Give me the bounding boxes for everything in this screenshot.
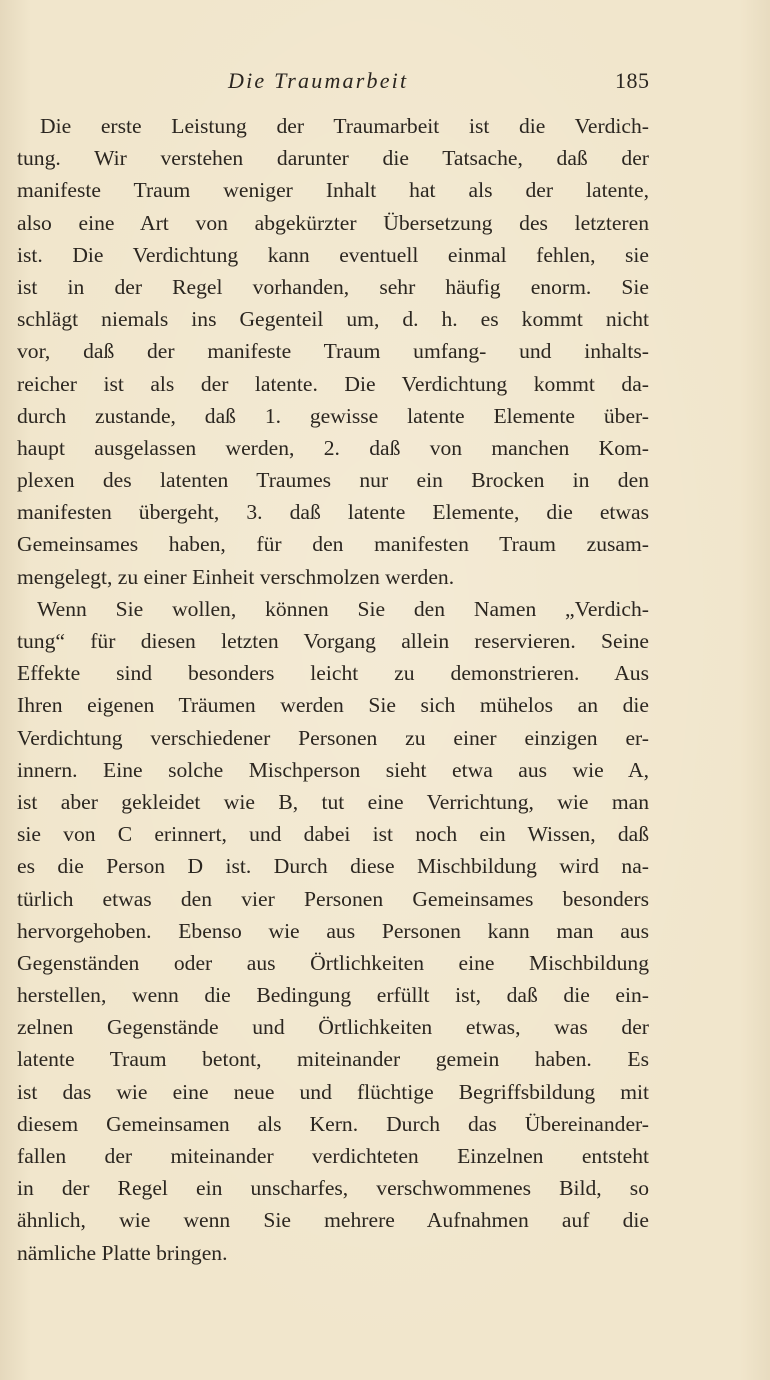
text-line: schlägt niemals ins Gegenteil um, d. h. es kommt nicht [17,307,649,332]
text-line: Ihren eigenen Träumen werden Sie sich mühelos an die [17,693,649,718]
text-line: also eine Art von abgekürzter Übersetzung des letzteren [17,210,649,235]
body-text [17,110,649,1269]
text-line: haupt ausgelassen werden, 2. daß von manchen Kom- [17,435,649,460]
text-line: plexen des latenten Traumes nur ein Brocken in den [17,468,649,493]
text-line: Gemeinsames haben, für den manifesten Traum zusam- [17,532,649,557]
text-line: sie von C erinnert, und dabei ist noch ein Wissen, daß [17,822,649,847]
text-line: fallen der miteinander verdichteten Einzelnen entsteht [17,1144,649,1168]
text-line: Verdichtung verschiedener Personen zu einer einzigen er- [17,725,649,750]
text-line: ist in der Regel vorhanden, sehr häufig enorm. Sie [17,274,649,299]
text-line: manifeste Traum weniger Inhalt hat als der latente, [17,178,649,203]
text-line: ist. Die Verdichtung kann eventuell einmal fehlen, sie [17,242,649,267]
text-line: in der Regel ein unscharfes, verschwommenes Bild, so [17,1176,649,1201]
text-line: hervorgehoben. Ebenso wie aus Personen kann man aus [17,918,649,943]
text-line: vor, daß der manifeste Traum umfang- und inhalts- [17,339,649,364]
text-line: reicher ist als der latente. Die Verdichtung kommt da- [17,371,649,396]
text-line: mengelegt, zu einer Einheit verschmolzen werden. [17,564,455,589]
text-line: ähnlich, wie wenn Sie mehrere Aufnahmen auf die [17,1208,649,1233]
text-line: zelnen Gegenstände und Örtlichkeiten etwas, was der [17,1015,649,1040]
text-line: ist aber gekleidet wie B, tut eine Verrichtung, wie man [17,789,649,814]
text-line: türlich etwas den vier Personen Gemeinsames besonders [17,886,649,911]
text-line: tung“ für diesen letzten Vorgang allein reservieren. Seine [17,629,649,653]
text-line: Gegenständen oder aus Örtlichkeiten eine Mischbildung [17,950,649,975]
page-header [0,68,770,98]
page-number: 185 [615,68,650,93]
text-line: latente Traum betont, miteinander gemein haben. Es [17,1047,649,1072]
text-line: tung. Wir verstehen darunter die Tatsache, daß der [17,146,649,171]
text-line: Effekte sind besonders leicht zu demonstrieren. Aus [17,661,649,686]
text-line: es die Person D ist. Durch diese Mischbildung wird na- [17,854,649,879]
text-line: innern. Eine solche Mischperson sieht etwa aus wie A, [17,757,649,782]
text-line: diesem Gemeinsamen als Kern. Durch das Übereinander- [17,1111,649,1136]
text-line: Die erste Leistung der Traumarbeit ist die Verdich- [40,114,649,138]
text-line: manifesten übergeht, 3. daß latente Elemente, die etwas [17,500,649,525]
text-line: herstellen, wenn die Bedingung erfüllt ist, daß die ein- [17,983,649,1008]
text-line: Wenn Sie wollen, können Sie den Namen „Verdich- [37,596,649,621]
text-line: durch zustande, daß 1. gewisse latente Elemente über- [17,403,649,428]
text-line: nämliche Platte bringen. [17,1240,228,1265]
running-title: Die Traumarbeit [228,68,409,93]
text-line: ist das wie eine neue und flüchtige Begriffsbildung mit [17,1079,649,1104]
